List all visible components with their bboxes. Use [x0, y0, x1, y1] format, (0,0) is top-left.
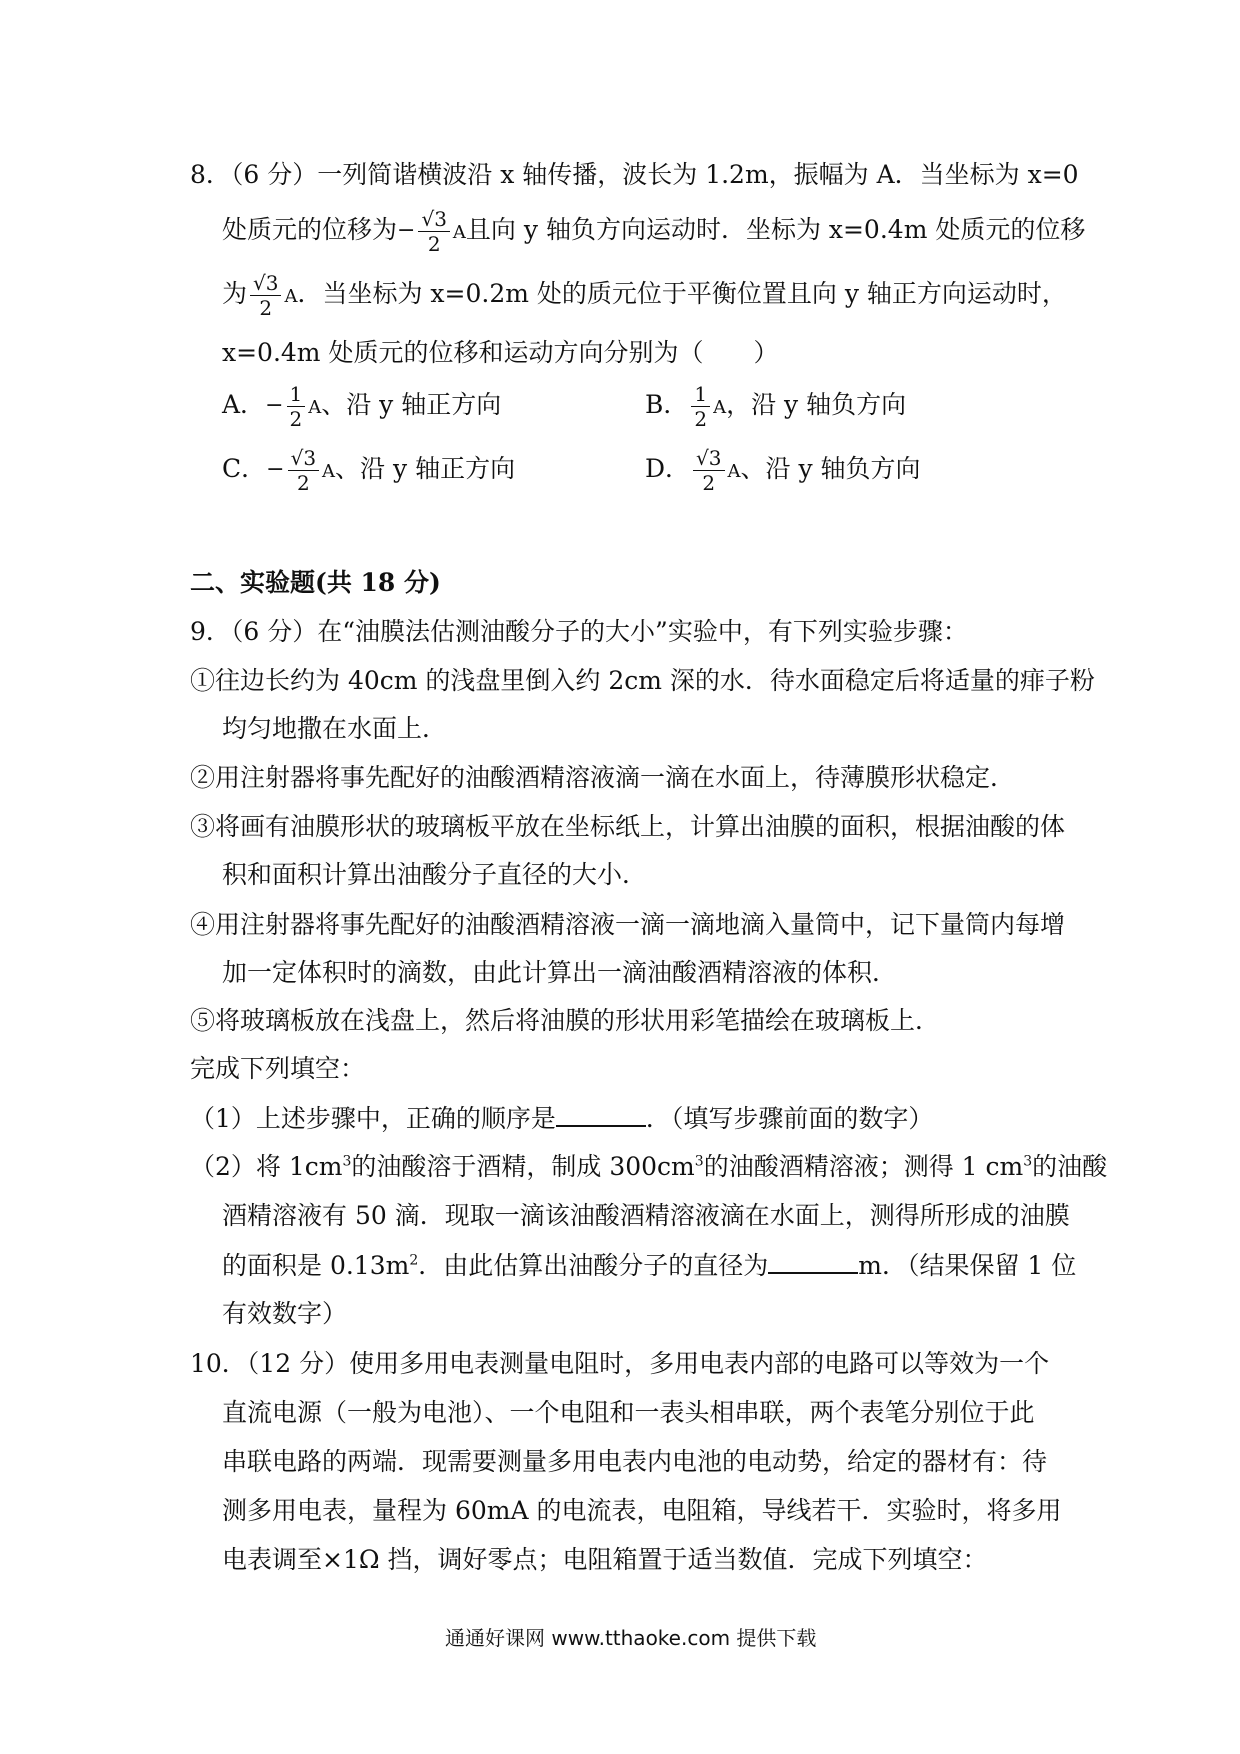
amplitude-symbol: A	[284, 286, 298, 307]
option-label: B．	[645, 390, 689, 419]
amplitude-symbol: A	[308, 397, 322, 418]
fraction-sqrt3-over-2	[693, 447, 724, 494]
option-text: ，沿 y 轴负方向	[726, 390, 907, 419]
option-label: A．	[222, 390, 266, 419]
section-heading: 二、实验题(共 18 分)	[190, 568, 441, 597]
q8-line3	[222, 272, 1067, 319]
q9-sub2-line3	[222, 1250, 1076, 1281]
option-b	[645, 383, 906, 430]
fraction-sqrt3-over-2	[250, 272, 281, 319]
amplitude-symbol: A	[713, 397, 727, 418]
q9-sub2-line1	[190, 1152, 1107, 1182]
q9-intro: 9．（6 分）在“油膜法估测油酸分子的大小”实验中，有下列实验步骤：	[190, 617, 968, 646]
q8-line3-post: ．当坐标为 x=0.2m 处的质元位于平衡位置且向 y 轴正方向运动时，	[297, 279, 1067, 308]
option-text: 、沿 y 轴正方向	[335, 454, 516, 483]
q10-line4: 测多用电表，量程为 60mA 的电流表，电阻箱，导线若干．实验时，将多用	[222, 1496, 1062, 1525]
q10-line2: 直流电源（一般为电池）、一个电阻和一表头相串联，两个表笔分别位于此	[222, 1398, 1035, 1427]
text-run: m．（结果保留 1 位	[858, 1251, 1077, 1280]
q9-sub2-line4: 有效数字）	[222, 1299, 348, 1328]
amplitude-symbol: A	[322, 461, 336, 482]
text-run: 的油酸	[1032, 1152, 1108, 1181]
fraction-denominator: 2	[289, 407, 303, 431]
q9-step3-line2: 积和面积计算出油酸分子直径的大小．	[222, 860, 648, 889]
superscript: 3	[342, 1153, 352, 1170]
q9-step2: ②用注射器将事先配好的油酸酒精溶液滴一滴在水面上，待薄膜形状稳定．	[190, 763, 1016, 792]
text-run: 的油酸酒精溶液；测得 1 cm	[703, 1152, 1024, 1181]
q10-line3: 串联电路的两端．现需要测量多用电表内电池的电动势，给定的器材有：待	[222, 1447, 1048, 1476]
q8-line2-post: 且向 y 轴负方向运动时．坐标为 x=0.4m 处质元的位移	[465, 215, 1086, 244]
q8-line2	[222, 208, 1085, 255]
minus-sign: −	[265, 393, 284, 419]
minus-sign: −	[266, 457, 285, 483]
footer-text: 通通好课网 www.tthaoke.com 提供下载	[445, 1626, 817, 1650]
fraction-denominator: 2	[694, 407, 708, 431]
fraction-numerator: √3	[418, 208, 449, 232]
q9-sub2-line2: 酒精溶液有 50 滴．现取一滴该油酸酒精溶液滴在水面上，测得所形成的油膜	[222, 1201, 1070, 1230]
superscript: 2	[409, 1252, 419, 1269]
amplitude-symbol: A	[452, 222, 466, 243]
q9-sub1-pre: （1）上述步骤中，正确的顺序是	[190, 1104, 556, 1133]
minus-sign: −	[397, 218, 416, 244]
fraction-sqrt3-over-2	[418, 208, 449, 255]
answer-blank[interactable]	[556, 1103, 646, 1127]
superscript: 3	[694, 1153, 704, 1170]
fraction-numerator: √3	[250, 272, 281, 296]
fraction-one-over-2	[691, 383, 710, 430]
answer-blank[interactable]	[768, 1250, 858, 1274]
fraction-denominator: 2	[259, 296, 273, 320]
q9-sub1-post: ．（填写步骤前面的数字）	[645, 1104, 934, 1133]
text-run: 的面积是 0.13m	[222, 1251, 410, 1280]
text-run: （2）将 1cm	[190, 1152, 343, 1181]
fraction-sqrt3-over-2	[288, 447, 319, 494]
option-text: 、沿 y 轴正方向	[321, 390, 502, 419]
q8-line1: 8．（6 分）一列简谐横波沿 x 轴传播，波长为 1.2m，振幅为 A．当坐标为 x=0	[190, 160, 1079, 189]
q9-fill-intro: 完成下列填空：	[190, 1054, 366, 1083]
fraction-denominator: 2	[296, 471, 310, 495]
option-c	[222, 447, 515, 494]
fraction-one-over-2	[287, 383, 306, 430]
option-a	[222, 383, 501, 430]
fraction-denominator: 2	[702, 471, 716, 495]
q8-line2-pre: 处质元的位移为	[222, 215, 398, 244]
option-label: D．	[645, 454, 691, 483]
q9-step3-line1: ③将画有油膜形状的玻璃板平放在坐标纸上，计算出油膜的面积，根据油酸的体	[190, 812, 1066, 841]
q9-sub1	[190, 1103, 933, 1134]
text-run: ．由此估算出油酸分子的直径为	[418, 1251, 769, 1280]
q9-step1-line2: 均匀地撒在水面上．	[222, 714, 448, 743]
q8-line3-pre: 为	[222, 279, 248, 308]
fraction-numerator: 1	[287, 383, 306, 407]
fraction-numerator: √3	[693, 447, 724, 471]
q10-line1: 10．（12 分）使用多用电表测量电阻时，多用电表内部的电路可以等效为一个	[190, 1349, 1050, 1378]
q8-line4: x=0.4m 处质元的位移和运动方向分别为（ ）	[222, 338, 779, 367]
amplitude-symbol: A	[727, 461, 741, 482]
q9-step1-line1: ①往边长约为 40cm 的浅盘里倒入约 2cm 深的水．待水面稳定后将适量的痱子粉	[190, 666, 1095, 695]
fraction-numerator: 1	[691, 383, 710, 407]
q9-step4-line1: ④用注射器将事先配好的油酸酒精溶液一滴一滴地滴入量筒中，记下量筒内每增	[190, 910, 1066, 939]
option-text: 、沿 y 轴负方向	[740, 454, 921, 483]
q9-step4-line2: 加一定体积时的滴数，由此计算出一滴油酸酒精溶液的体积．	[222, 958, 898, 987]
option-d	[645, 447, 921, 494]
q10-line5: 电表调至×1Ω 挡，调好零点；电阻箱置于适当数值．完成下列填空：	[222, 1545, 988, 1574]
fraction-denominator: 2	[427, 232, 441, 256]
option-label: C．	[222, 454, 267, 483]
superscript: 3	[1023, 1153, 1033, 1170]
text-run: 的油酸溶于酒精，制成 300cm	[351, 1152, 695, 1181]
q9-step5: ⑤将玻璃板放在浅盘上，然后将油膜的形状用彩笔描绘在玻璃板上．	[190, 1006, 941, 1035]
fraction-numerator: √3	[288, 447, 319, 471]
